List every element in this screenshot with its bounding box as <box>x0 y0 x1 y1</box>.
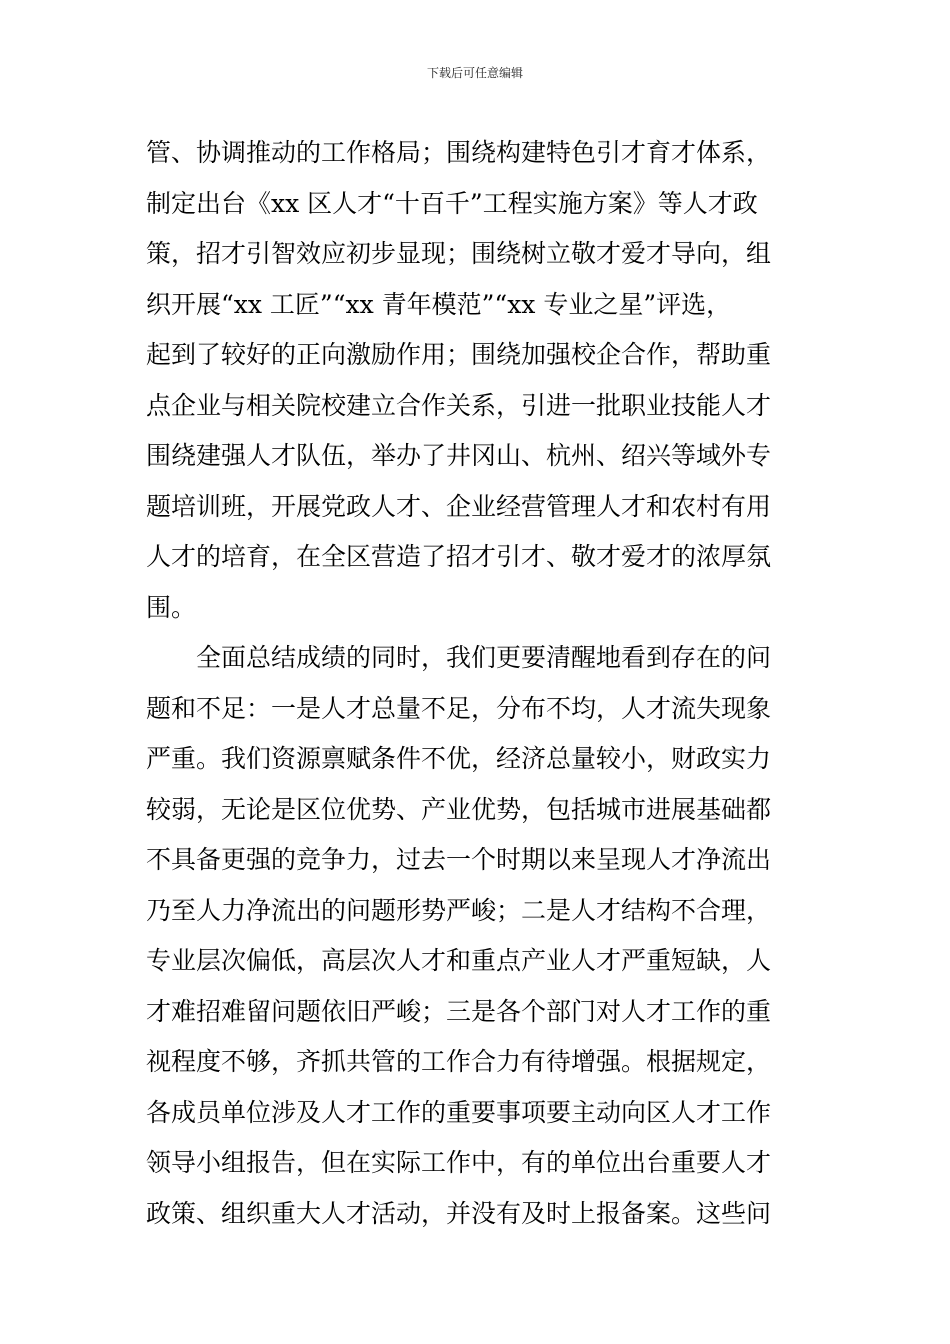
text-line: 起到了较好的正向激励作用；围绕加强校企合作，帮助重 <box>146 340 772 369</box>
text-line: 专业层次偏低，高层次人才和重点产业人才严重短缺，人 <box>146 946 772 975</box>
text-line: 织开展“xx 工匠”“xx 青年模范”“xx 专业之星”评选， <box>146 289 732 319</box>
text-line: 视程度不够，齐抓共管的工作合力有待增强。根据规定， <box>146 1047 772 1076</box>
text-line: 政策、组织重大人才活动，并没有及时上报备案。这些问 <box>146 1198 772 1228</box>
text-line: 较弱，无论是区位优势、产业优势，包括城市进展基础都 <box>146 794 772 824</box>
text-line: 点企业与相关院校建立合作关系，引进一批职业技能人才 <box>146 390 772 420</box>
paragraph-start-line: 全面总结成绩的同时，我们更要清醒地看到存在的问 <box>196 643 772 672</box>
page-header: 下载后可任意编辑 <box>426 66 523 80</box>
text-line: 才难招难留问题依旧严峻；三是各个部门对人才工作的重 <box>146 996 772 1026</box>
text-line: 不具备更强的竞争力，过去一个时期以来呈现人才净流出 <box>146 845 772 874</box>
text-line: 各成员单位涉及人才工作的重要事项要主动向区人才工作 <box>146 1097 772 1127</box>
text-line: 围。 <box>146 592 197 622</box>
text-line: 题培训班，开展党政人才、企业经营管理人才和农村有用 <box>146 491 772 521</box>
text-line: 管、协调推动的工作格局；围绕构建特色引才育才体系， <box>146 138 772 167</box>
body-text <box>146 128 816 1239</box>
text-line: 人才的培育，在全区营造了招才引才、敬才爱才的浓厚氛 <box>146 542 772 571</box>
text-line: 领导小组报告，但在实际工作中，有的单位出台重要人才 <box>146 1148 772 1177</box>
text-line: 乃至人力净流出的问题形势严峻；二是人才结构不合理， <box>146 895 772 925</box>
text-line: 制定出台《xx 区人才“十百千”工程实施方案》等人才政 <box>146 188 758 218</box>
text-line: 严重。我们资源禀赋条件不优，经济总量较小，财政实力 <box>146 744 772 773</box>
text-line: 围绕建强人才队伍，举办了井冈山、杭州、绍兴等域外专 <box>146 441 772 470</box>
text-line: 策，招才引智效应初步显现；围绕树立敬才爱才导向，组 <box>146 239 772 268</box>
text-line: 题和不足：一是人才总量不足，分布不均，人才流失现象 <box>146 693 772 723</box>
